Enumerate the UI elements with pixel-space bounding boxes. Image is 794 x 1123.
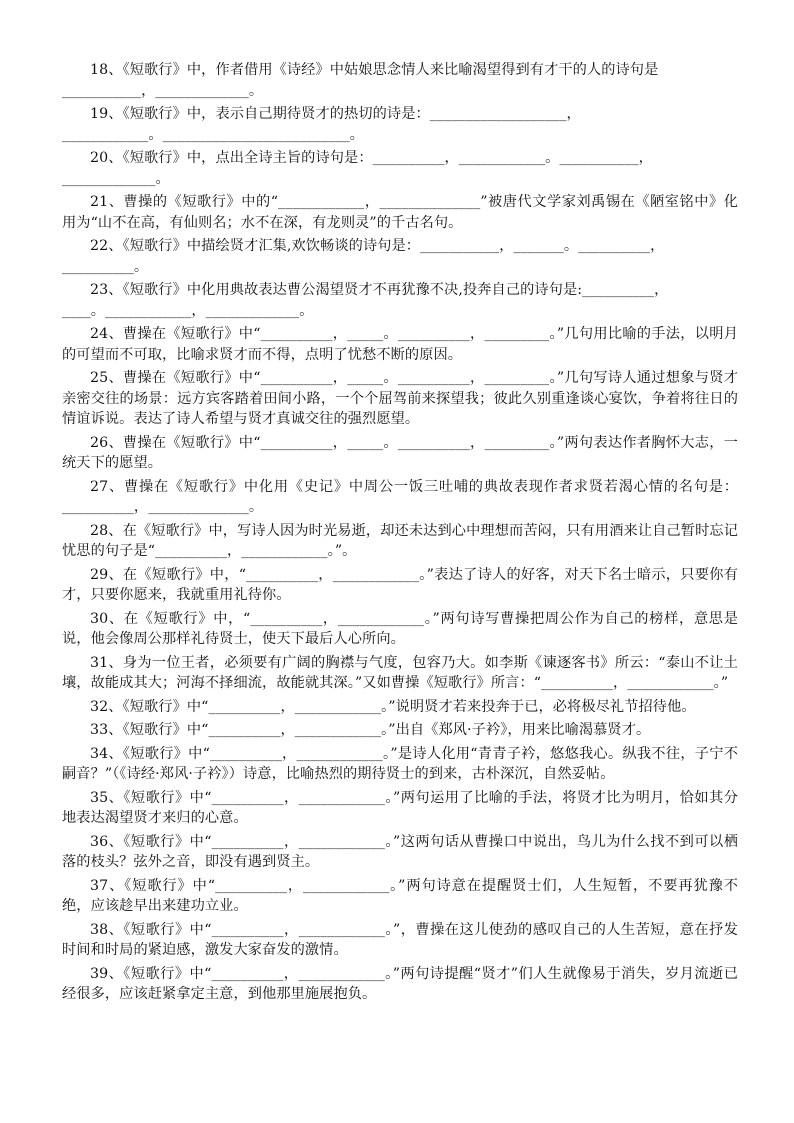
question-24-text: 24、曹操在《短歌行》中“__________，_____。__________，_________。”几句用比喻的手法，以明月的可望而不可取，比喻求贤才而不得，点明了忧愁不断的原因。 bbox=[62, 326, 738, 363]
question-28-text: 28、在《短歌行》中，写诗人因为时光易逝，却还未达到心中理想而苦闷，只有用酒来让自己暂时忘记忧思的句子是“__________，____________。”。 bbox=[62, 522, 738, 559]
question-33 bbox=[62, 720, 738, 741]
question-22-text: 22、《短歌行》中描绘贤才汇集,欢饮畅谈的诗句是：___________，_______。__________， __________。 bbox=[62, 238, 665, 275]
question-22 bbox=[62, 236, 738, 277]
question-32 bbox=[62, 697, 738, 718]
question-23-text: 23、《短歌行》中化用典故表达曹公渴望贤才不再犹豫不决,投奔自己的诗句是:__________， ____。____________，_____________。 bbox=[62, 282, 669, 319]
question-34-text: 34、《短歌行》中“__________，____________。”是诗人化用“青青子衿，悠悠我心。纵我不往，子宁不嗣音？”（《诗经·郑风·子衿》）诗意，比喻热烈的期待贤士的到来，古朴深沉，自然妥帖。 bbox=[62, 745, 738, 782]
question-27-text: 27、曹操在《短歌行》中化用《史记》中周公一饭三吐哺的典故表现作者求贤若渴心情的名句是：__________，______________。 bbox=[62, 478, 738, 515]
question-21-text: 21、曹操的《短歌行》中的“____________，______________”被唐代文学家刘禹锡在《陋室铭中》化用为“山不在高，有仙则名；水不在深，有龙则灵”的千古名句。 bbox=[62, 194, 738, 231]
question-38-text: 38、《短歌行》中“__________，____________。”，曹操在这儿使劲的感叹自己的人生苦短，意在抒发时间和时局的紧迫感，激发大家奋发的激情。 bbox=[62, 921, 738, 958]
question-26 bbox=[62, 433, 738, 474]
question-34 bbox=[62, 744, 738, 785]
question-31 bbox=[62, 653, 738, 694]
question-31-text: 31、身为一位王者，必须要有广阔的胸襟与气度，包容乃大。如李斯《谏逐客书》所云：“泰山不让土壤，故能成其大；河海不择细流，故能就其深。”又如曹操《短歌行》所言：“__________，____________。” bbox=[62, 654, 738, 691]
question-30 bbox=[62, 609, 738, 650]
question-37-text: 37、《短歌行》中“__________，____________。”两句诗意在提醒贤士们，人生短暂，不要再犹豫不绝，应该趁早出来建功立业。 bbox=[62, 877, 738, 914]
question-32-text: 32、《短歌行》中“__________，____________。”说明贤才若来投奔于已，必将极尽礼节招待他。 bbox=[90, 698, 696, 715]
question-29 bbox=[62, 565, 738, 606]
question-36-text: 36、《短歌行》中“__________，____________。”这两句话从曹操口中说出，鸟儿为什么找不到可以栖落的枝头？弦外之音，即没有遇到贤主。 bbox=[62, 833, 738, 870]
question-35 bbox=[62, 788, 738, 829]
question-20-text: 20、《短歌行》中，点出全诗主旨的诗句是：__________，____________。___________， _____________。 bbox=[62, 150, 653, 187]
question-25 bbox=[62, 368, 738, 430]
question-26-text: 26、曹操在《短歌行》中“__________，_____。__________，_________。”两句表达作者胸怀大志，一统天下的愿望。 bbox=[62, 434, 738, 471]
question-39-text: 39、《短歌行》中“__________，____________。”两句诗提醒“贤才”们人生就像易于消失，岁月流逝已经很多，应该赶紧拿定主意，到他那里施展抱负。 bbox=[62, 965, 738, 1002]
question-27 bbox=[62, 477, 738, 518]
question-18-text: 18、《短歌行》中，作者借用《诗经》中姑娘思念情人来比喻渴望得到有才干的人的诗句是 ___________，_____________。 bbox=[62, 62, 659, 99]
question-18 bbox=[62, 60, 738, 101]
question-35-text: 35、《短歌行》中“__________，____________。”两句运用了比喻的手法，将贤才比为明月，恰如其分地表达渴望贤才来归的心意。 bbox=[62, 789, 738, 826]
question-28 bbox=[62, 521, 738, 562]
question-23 bbox=[62, 280, 738, 321]
question-39 bbox=[62, 964, 738, 1005]
question-33-text: 33、《短歌行》中“__________，____________。”出自《郑风·子衿》，用来比喻渴慕贤才。 bbox=[90, 722, 651, 738]
question-29-text: 29、在《短歌行》中，“__________，____________。”表达了诗人的好客，对天下名士暗示，只要你有才，只要你愿来，我就重用礼待你。 bbox=[62, 566, 738, 603]
question-list bbox=[62, 60, 738, 1008]
question-24 bbox=[62, 324, 738, 365]
question-20 bbox=[62, 148, 738, 189]
question-37 bbox=[62, 876, 738, 917]
question-19 bbox=[62, 104, 738, 145]
question-38 bbox=[62, 920, 738, 961]
question-21 bbox=[62, 192, 738, 233]
question-19-text: 19、《短歌行》中，表示自己期待贤才的热切的诗是：___________________， ____________。__________________________。 bbox=[62, 106, 581, 143]
question-30-text: 30、在《短歌行》中，“__________，____________。”两句诗写曹操把周公作为自己的榜样，意思是说，他会像周公那样礼待贤士，使天下最后人心所向。 bbox=[62, 610, 738, 647]
question-36 bbox=[62, 832, 738, 873]
question-25-text: 25、曹操在《短歌行》中“__________，_____。__________，_________。”几句写诗人通过想象与贤才亲密交往的场景：远方宾客踏着田间小路，一个个屈驾前来探望我；彼此久别重逢谈心宴饮，争着将往日的情谊诉说。表达了诗人希望与贤才真诚交往的强烈愿望。 bbox=[62, 370, 738, 427]
